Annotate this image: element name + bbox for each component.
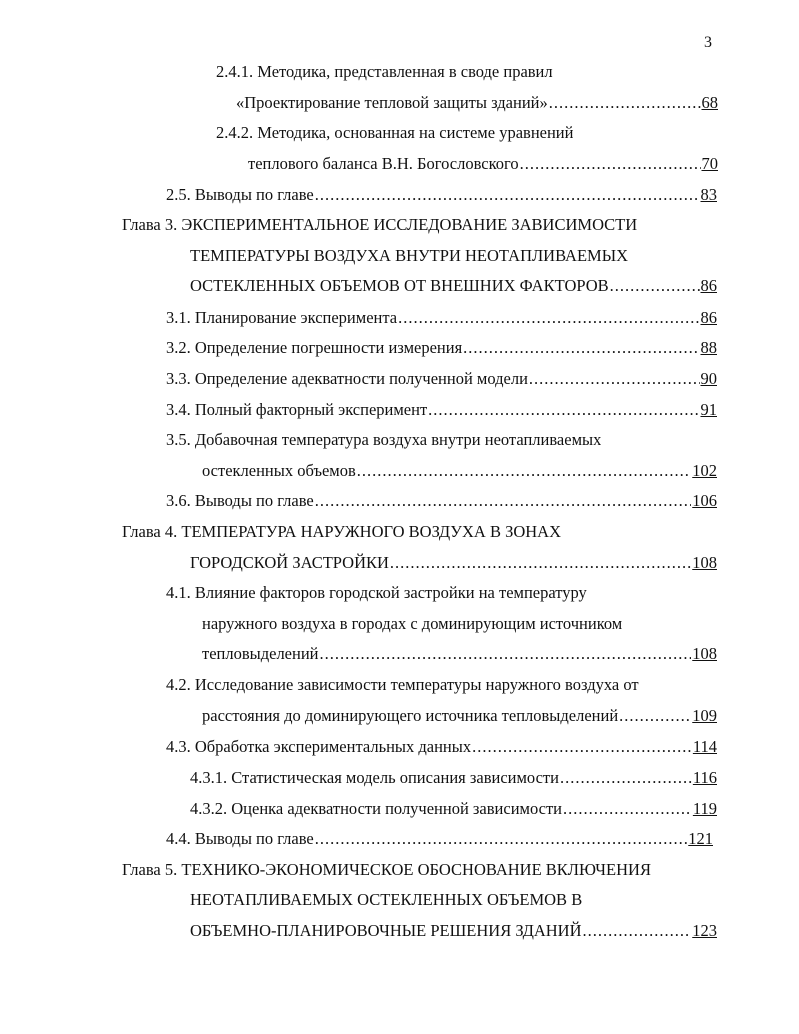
- toc-leader-dots: [390, 551, 691, 575]
- toc-page-number: 106: [692, 491, 717, 510]
- toc-entry-text: наружного воздуха в городах с доминирующим источником: [202, 614, 623, 633]
- toc-entry-text: 4.3.1. Статистическая модель описания зависимости: [190, 768, 559, 787]
- toc-line: [166, 367, 717, 391]
- toc-leader-dots: [583, 919, 692, 943]
- toc-leader-dots: [520, 152, 701, 176]
- toc-entry-text: 3.6. Выводы по главе: [166, 491, 314, 510]
- toc-entry-text: 2.4.2. Методика, основанная на системе уравнений: [216, 123, 574, 142]
- toc-leader-dots: [357, 459, 691, 483]
- toc-leader-dots: [472, 735, 692, 759]
- toc-page-number: 90: [700, 369, 717, 388]
- toc-chapter-heading: ОСТЕКЛЕННЫХ ОБЪЕМОВ ОТ ВНЕШНИХ ФАКТОРОВ: [190, 276, 609, 295]
- toc-page-number: 123: [692, 921, 717, 940]
- toc-line: [190, 244, 628, 268]
- toc-entry-text: 3.5. Добавочная температура воздуха внутри неотапливаемых: [166, 430, 602, 449]
- toc-line: [216, 121, 573, 145]
- toc-line: [166, 735, 717, 759]
- toc-page-number: 108: [692, 553, 717, 572]
- toc-entry-text: 2.4.1. Методика, представленная в своде правил: [216, 62, 553, 81]
- toc-line: [202, 704, 717, 728]
- toc-page-number: 86: [700, 276, 717, 295]
- toc-page-number: 114: [692, 737, 717, 756]
- toc-line: [190, 888, 582, 912]
- toc-chapter-heading: НЕОТАПЛИВАЕМЫХ ОСТЕКЛЕННЫХ ОБЪЕМОВ В: [190, 890, 583, 909]
- toc-entry-text: тепловыделений: [202, 644, 319, 663]
- toc-chapter-heading: ГОРОДСКОЙ ЗАСТРОЙКИ: [190, 553, 389, 572]
- toc-chapter-heading: Глава 5. ТЕХНИКО-ЭКОНОМИЧЕСКОЕ ОБОСНОВАНИЕ ВКЛЮЧЕНИЯ: [122, 860, 651, 879]
- toc-line: [190, 551, 717, 575]
- toc-leader-dots: [619, 704, 691, 728]
- toc-line: [248, 152, 718, 176]
- toc-chapter-heading: Глава 4. ТЕМПЕРАТУРА НАРУЖНОГО ВОЗДУХА В ЗОНАХ: [122, 522, 561, 541]
- toc-entry-text: остекленных объемов: [202, 461, 356, 480]
- toc-page-number: 68: [701, 93, 718, 112]
- toc-entry-text: 3.2. Определение погрешности измерения: [166, 338, 463, 357]
- toc-entry-text: 3.4. Полный факторный эксперимент: [166, 400, 428, 419]
- toc-leader-dots: [315, 827, 688, 851]
- toc-entry-text: 4.3. Обработка экспериментальных данных: [166, 737, 472, 756]
- toc-leader-dots: [315, 183, 700, 207]
- toc-line: [190, 919, 717, 943]
- toc-page-number: 91: [700, 400, 717, 419]
- toc-entry-text: «Проектирование тепловой защиты зданий»: [236, 93, 548, 112]
- toc-line: [166, 673, 639, 697]
- toc-line: [122, 213, 637, 237]
- toc-chapter-heading: ОБЪЕМНО-ПЛАНИРОВОЧНЫЕ РЕШЕНИЯ ЗДАНИЙ: [190, 921, 582, 940]
- toc-chapter-heading: Глава 3. ЭКСПЕРИМЕНТАЛЬНОЕ ИССЛЕДОВАНИЕ ЗАВИСИМОСТИ: [122, 215, 638, 234]
- toc-entry-text: 3.3. Определение адекватности полученной модели: [166, 369, 528, 388]
- toc-page-number: 88: [700, 338, 717, 357]
- page-number: 3: [704, 34, 712, 51]
- toc-entry-text: 4.3.2. Оценка адекватности полученной зависимости: [190, 799, 562, 818]
- toc-leader-dots: [463, 336, 699, 360]
- toc-entry-text: 2.5. Выводы по главе: [166, 185, 314, 204]
- toc-line: [122, 858, 651, 882]
- toc-page-number: 83: [700, 185, 717, 204]
- toc-entry-text: теплового баланса В.Н. Богословского: [248, 154, 519, 173]
- toc-page-number: 109: [692, 706, 717, 725]
- toc-page-number: 70: [701, 154, 718, 173]
- toc-entry-text: расстояния до доминирующего источника тепловыделений: [202, 706, 619, 725]
- toc-page-number: 119: [692, 799, 717, 818]
- toc-line: [166, 398, 717, 422]
- toc-leader-dots: [428, 398, 699, 422]
- toc-leader-dots: [549, 91, 701, 115]
- toc-leader-dots: [610, 274, 700, 298]
- toc-leader-dots: [563, 797, 692, 821]
- toc-page-number: 108: [692, 644, 717, 663]
- toc-line: [236, 91, 718, 115]
- toc-entry-text: 4.4. Выводы по главе: [166, 829, 314, 848]
- toc-leader-dots: [320, 642, 692, 666]
- toc-line: [166, 183, 717, 207]
- toc-line: [190, 274, 717, 298]
- toc-page-number: 86: [700, 308, 717, 327]
- toc-leader-dots: [529, 367, 700, 391]
- toc-line: [202, 612, 622, 636]
- toc-line: [202, 459, 717, 483]
- toc-line: [166, 336, 717, 360]
- toc-leader-dots: [398, 306, 699, 330]
- toc-line: [190, 766, 717, 790]
- toc-line: [166, 428, 601, 452]
- toc-line: [190, 797, 717, 821]
- toc-chapter-heading: ТЕМПЕРАТУРЫ ВОЗДУХА ВНУТРИ НЕОТАПЛИВАЕМЫХ: [190, 246, 629, 265]
- toc-line: [122, 520, 561, 544]
- toc-leader-dots: [315, 489, 692, 513]
- toc-entry-text: 4.2. Исследование зависимости температуры наружного воздуха от: [166, 675, 639, 694]
- toc-entry-text: 4.1. Влияние факторов городской застройки на температуру: [166, 583, 587, 602]
- toc-leader-dots: [560, 766, 692, 790]
- toc-page-number: 121: [688, 829, 713, 848]
- toc-line: [166, 306, 717, 330]
- toc-line: [166, 581, 587, 605]
- toc-line: [216, 60, 553, 84]
- toc-line: [166, 827, 713, 851]
- toc-page-number: 102: [692, 461, 717, 480]
- toc-line: [202, 642, 717, 666]
- toc-entry-text: 3.1. Планирование эксперимента: [166, 308, 398, 327]
- toc-page-number: 116: [692, 768, 717, 787]
- toc-line: [166, 489, 717, 513]
